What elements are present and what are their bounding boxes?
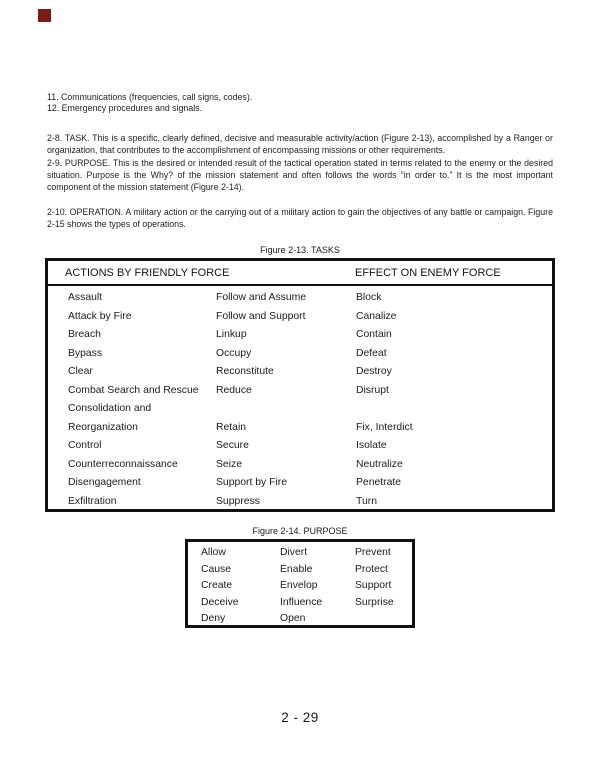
table-cell: Follow and Assume — [216, 292, 307, 303]
figure-2-13-caption: Figure 2-13. TASKS — [260, 245, 340, 255]
table-cell: Allow — [201, 547, 226, 558]
table-cell: Divert — [280, 547, 308, 558]
table-cell: Envelop — [280, 580, 318, 592]
table-cell: Control — [68, 440, 102, 451]
tasks-table-header — [48, 261, 552, 286]
tasks-column-3 — [356, 292, 546, 514]
table-cell: Reorganization — [68, 421, 138, 433]
table-cell — [216, 403, 356, 422]
table-cell: Breach — [68, 329, 101, 340]
table-cell: Deceive — [201, 596, 239, 608]
table-cell: Surprise — [355, 596, 394, 608]
table-cell: Protect — [355, 563, 388, 575]
table-cell: Cause — [201, 563, 232, 575]
table-cell: Combat Search and Rescue — [68, 384, 199, 396]
table-cell: Support — [355, 580, 392, 592]
table-cell: Fix, Interdict — [356, 421, 413, 433]
numbered-list — [47, 92, 553, 114]
table-cell: Canalize — [356, 310, 397, 322]
red-square-marker — [38, 9, 51, 22]
purpose-column-3 — [355, 547, 415, 613]
table-cell: Block — [356, 292, 382, 303]
table-cell: Reconstitute — [216, 366, 274, 377]
tasks-column-2 — [216, 292, 356, 514]
table-cell: Exfiltration — [68, 495, 117, 507]
header-actions-by-friendly-force: ACTIONS BY FRIENDLY FORCE — [65, 267, 230, 279]
table-cell: Isolate — [356, 440, 387, 451]
table-cell: Destroy — [356, 366, 392, 377]
table-cell: Defeat — [356, 347, 387, 359]
table-cell: Retain — [216, 421, 247, 433]
tasks-table — [45, 258, 555, 512]
paragraph-2-9: 2-9. PURPOSE. This is the desired or intended result of the tactical operation stated in terms related to the enemy or the desired situation. Purpose is the Why? of the mission statement and often follows the words “in order to.” It is the most important component of the mission statement (Figure 2-14). — [47, 157, 553, 193]
purpose-column-1 — [201, 547, 276, 630]
table-cell: Contain — [356, 329, 392, 340]
table-cell: Open — [280, 613, 306, 625]
table-cell: Occupy — [216, 347, 252, 359]
table-cell: Disrupt — [356, 384, 389, 396]
table-cell: Prevent — [355, 547, 391, 558]
table-cell: Clear — [68, 366, 93, 377]
table-cell: Reduce — [216, 384, 252, 396]
header-effect-on-enemy-force: EFFECT ON ENEMY FORCE — [355, 267, 501, 279]
table-cell: Follow and Support — [216, 310, 306, 322]
table-cell — [356, 403, 546, 422]
paragraph-block — [0, 132, 600, 193]
table-cell: Seize — [216, 458, 242, 470]
table-cell: Create — [201, 580, 233, 592]
list-item-12: 12. Emergency procedures and signals. — [47, 102, 203, 113]
purpose-column-2 — [280, 547, 352, 630]
table-cell: Bypass — [68, 347, 103, 359]
table-cell: Turn — [356, 495, 377, 507]
tasks-column-1 — [68, 292, 218, 514]
figure-2-14-caption: Figure 2-14. PURPOSE — [252, 526, 348, 536]
purpose-table — [185, 539, 415, 628]
table-cell: Disengagement — [68, 477, 141, 488]
paragraph-2-10: 2-10. OPERATION. A military action or the carrying out of a military action to gain the objectives of any battle or campaign. Figure 2-15 shows the types of operations. — [47, 207, 553, 230]
list-item-11: 11. Communications (frequencies, call signs, codes). — [47, 92, 253, 102]
table-cell: Penetrate — [356, 477, 402, 488]
table-cell: Influence — [280, 596, 323, 608]
table-cell: Attack by Fire — [68, 310, 132, 322]
table-cell: Neutralize — [356, 458, 403, 470]
paragraph-2-8: 2-8. TASK. This is a specific, clearly defined, decisive and measurable activity/action (Figure 2-13), accomplished by a Ranger or organization, that contributes to the accomplishment of encompassing missions or other requirements. — [47, 133, 553, 156]
table-cell: Support by Fire — [216, 477, 288, 488]
table-cell: Enable — [280, 563, 313, 575]
table-cell: Assault — [68, 292, 103, 303]
table-cell: Secure — [216, 440, 249, 451]
table-cell: Deny — [201, 613, 226, 625]
table-cell: Suppress — [216, 495, 260, 507]
table-cell: Consolidation and — [68, 403, 152, 414]
table-cell: Linkup — [216, 329, 247, 340]
page-number: 2 - 29 — [281, 710, 319, 725]
table-cell: Counterreconnaissance — [68, 458, 178, 470]
